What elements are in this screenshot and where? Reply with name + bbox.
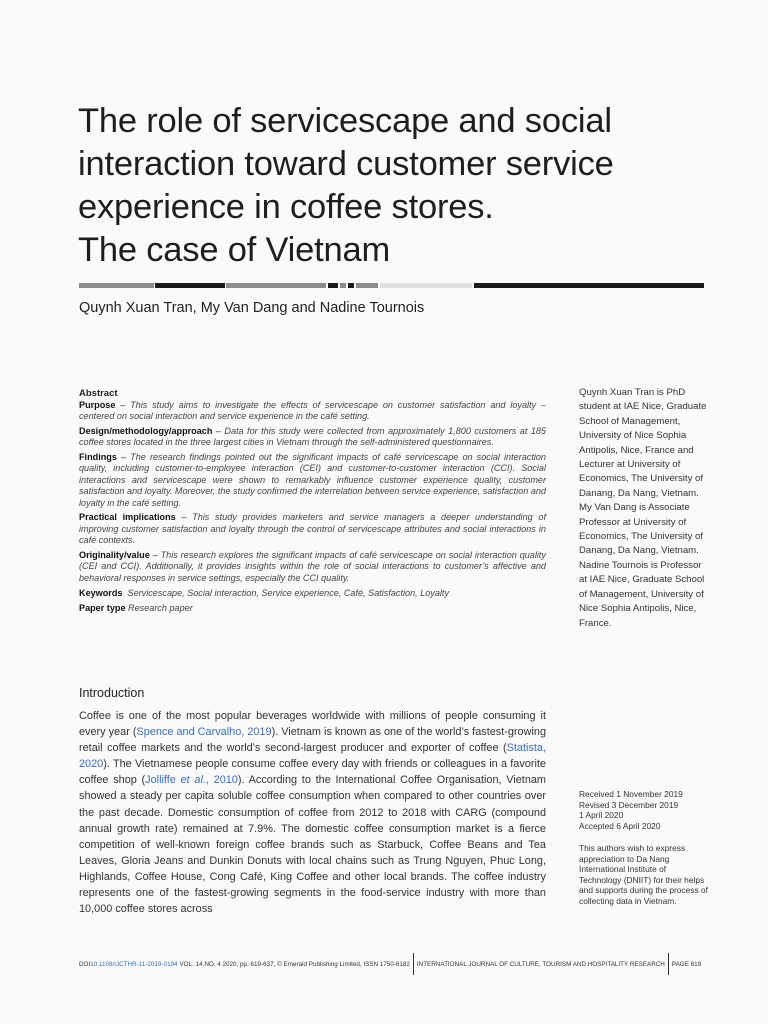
- author-bios: [579, 386, 709, 631]
- intro-text: ). Vietnam is known as one of the world’s fastest-growing retail coffee markets and the world’s second-largest producer and exporter of coffee (: [79, 726, 547, 755]
- citation-etal: et al.: [180, 774, 206, 787]
- citation-link[interactable]: Statista, 2020: [79, 742, 546, 771]
- originality-text: This research explores the significant impacts of café servicescape on social interaction quality (CEI and CCI). Additionally, it provides insights within the role of social interactions to customer’s affective and behavioral responses in service settings, especially the CCI quality.: [79, 549, 546, 583]
- article-dates: [579, 789, 709, 831]
- volume-info: VOL. 14 NO. 4 2020, pp. 619-637, © Emerald Publishing Limited, ISSN 1750-6182: [179, 960, 410, 968]
- author-bio: Quynh Xuan Tran is PhD student at IAE Nice, Graduate School of Management, University of Nice Sophia Antipolis, Nice, France and Lecturer at University of Economics, The University of Danang, Da Nang, Vietnam.: [579, 387, 707, 499]
- footer-divider: [413, 953, 414, 975]
- author-bio: Nadine Tournois is Professor at IAE Nice, Graduate School of Management, University of Nice Sophia Antipolis, Nice, France.: [579, 559, 705, 629]
- journal-name: INTERNATIONAL JOURNAL OF CULTURE, TOURISM AND HOSPITALITY RESEARCH: [416, 960, 665, 968]
- doi-link[interactable]: 10.1108/IJCTHR-11-2019-0194: [90, 960, 178, 968]
- findings-text: The research findings pointed out the significant impacts of café servicescape on social interaction quality, including customer-to-employee interaction (CEI) and customer-to-customer interaction (CCI). Social interactions and servicescape were shown to remarkably influence customer experience quality, customer satisfaction and loyalty. Moreover, the study confirmed the interrelation between service experience, satisfaction and loyalty in the café setting.: [79, 451, 546, 508]
- papertype-text: Research paper: [128, 602, 193, 613]
- rule-segment: [328, 283, 338, 288]
- acknowledgement: This authors wish to express appreciation to Da Nang International Institute of Technology (DNIIT) for their helps and supports during the process of collecting data in Vietnam.: [579, 843, 708, 906]
- keywords-text: Servicescape, Social interaction, Service experience, Café, Satisfaction, Loyalty: [127, 588, 450, 598]
- article-title: [78, 100, 698, 272]
- revised-date: Revised 3 December 2019: [579, 799, 679, 810]
- rule-segment: [380, 283, 472, 288]
- footer-divider: [668, 953, 669, 975]
- author-bio: My Van Dang is Associate Professor at University of Economics, The University of Danang, Da Nang, Vietnam.: [579, 502, 704, 557]
- rule-segment: [226, 283, 326, 288]
- findings-label: Findings: [79, 451, 117, 462]
- page-number: PAGE 619: [671, 960, 702, 968]
- page-footer: [79, 953, 709, 975]
- intro-text: ). According to the International Coffee Organisation, Vietnam showed a steady per capita soluble coffee consumption when compared to other countries over the past decade. Domestic consumption of coffee from 2012 to 2018 with CARG (compound annual growth rate) remained at 7.9%. The domestic coffee consumption market is a fierce competition of well-known foreign coffee brands such as Starbuck, Coffee Beans and Tea Leaves, Gloria Jeans and Dunkin Donuts with local chains such as Trung Nguyen, Phuc Long, Highlands, Coffee House, Cong Café, King Coffee and other local brands. The coffee industry represents one of the fastest-growing segments in the food-service industry with more than 10,000 coffee stores across: [79, 774, 547, 916]
- received-date: Received 1 November 2019: [579, 789, 683, 799]
- rule-segment: [340, 283, 346, 288]
- citation-author: Jolliffe: [145, 774, 181, 787]
- revised-date: 1 April 2020: [579, 810, 624, 820]
- introduction-paragraph: [79, 708, 546, 917]
- abstract-keywords: [79, 588, 546, 600]
- originality-label: Originality/value: [79, 549, 150, 560]
- abstract-purpose: Purpose – This study aims to investigate the effects of servicescape on customer satisfaction and loyalty – centered on social interaction and service experience in the café setting.: [79, 399, 546, 421]
- abstract-papertype: [79, 603, 546, 615]
- rule-segment: [474, 283, 704, 288]
- title-line: The role of servicescape and social: [78, 102, 612, 140]
- title-line: The case of Vietnam: [78, 231, 390, 269]
- purpose-label: Purpose: [79, 399, 116, 410]
- author-list: Quynh Xuan Tran, My Van Dang and Nadine Tournois: [79, 300, 425, 316]
- abstract-findings: Findings – The research findings pointed out the significant impacts of café servicescape on social interaction quality, including customer-to-employee interaction (CEI) and customer-to-customer interaction (CCI). Social interactions and servicescape were shown to remarkably influence customer experience quality, customer satisfaction and loyalty. Moreover, the study confirmed the interrelation between service experience, satisfaction and loyalty in the café setting.: [79, 451, 546, 508]
- purpose-text: This study aims to investigate the effects of servicescape on customer satisfaction and loyalty – centered on social interaction and service experience in the café setting.: [79, 399, 546, 421]
- abstract-heading: Abstract: [79, 388, 118, 399]
- abstract-design: Design/methodology/approach – Data for this study were collected from approximately 1,800 customers at 185 coffee stores located in the three largest cities in Vietnam through the self-administered questionnaires.: [79, 425, 546, 447]
- citation-link[interactable]: [145, 774, 238, 786]
- design-text: Data for this study were collected from approximately 1,800 customers at 185 coffee stores located in the three largest cities in Vietnam through the self-administered questionnaires.: [79, 425, 546, 447]
- rule-segment: [356, 283, 378, 288]
- intro-text: ). The Vietnamese people consume coffee every day with friends or colleagues in a favorite coffee shop (: [79, 758, 546, 787]
- abstract: [79, 388, 546, 617]
- citation-year: , 2010: [205, 774, 238, 787]
- rule-segment: [348, 283, 354, 288]
- rule-segment: [155, 283, 225, 288]
- keywords-label: Keywords: [79, 588, 123, 598]
- rule-segment: [79, 283, 154, 288]
- abstract-originality: Originality/value – This research explores the significant impacts of café servicescape on social interaction quality (CEI and CCI). Additionally, it provides insights within the role of social interactions to customer’s affective and behavioral responses in service settings, especially the CCI quality.: [79, 549, 546, 583]
- title-line: interaction toward customer service: [78, 145, 614, 183]
- accepted-date: Accepted 6 April 2020: [579, 820, 661, 831]
- intro-text: Coffee is one of the most popular beverages worldwide with millions of people consuming it every year (: [79, 710, 546, 739]
- citation-link[interactable]: Spence and Carvalho, 2019: [136, 726, 272, 739]
- papertype-label: Paper type: [79, 602, 126, 613]
- practical-text: This study provides marketers and service managers a deeper understanding of improving customer satisfaction and loyalty through the control of servicescape attributes and social interactions in café contexts.: [79, 512, 546, 545]
- abstract-practical: Practical implications – This study provides marketers and service managers a deeper understanding of improving customer satisfaction and loyalty through the control of servicescape attributes and social interactions in café contexts.: [79, 512, 546, 545]
- design-label: Design/methodology/approach: [79, 425, 213, 436]
- practical-label: Practical implications: [79, 512, 176, 522]
- doi-label: DOI: [79, 960, 91, 968]
- title-line: experience in coffee stores.: [78, 188, 494, 226]
- introduction-heading: Introduction: [79, 686, 145, 700]
